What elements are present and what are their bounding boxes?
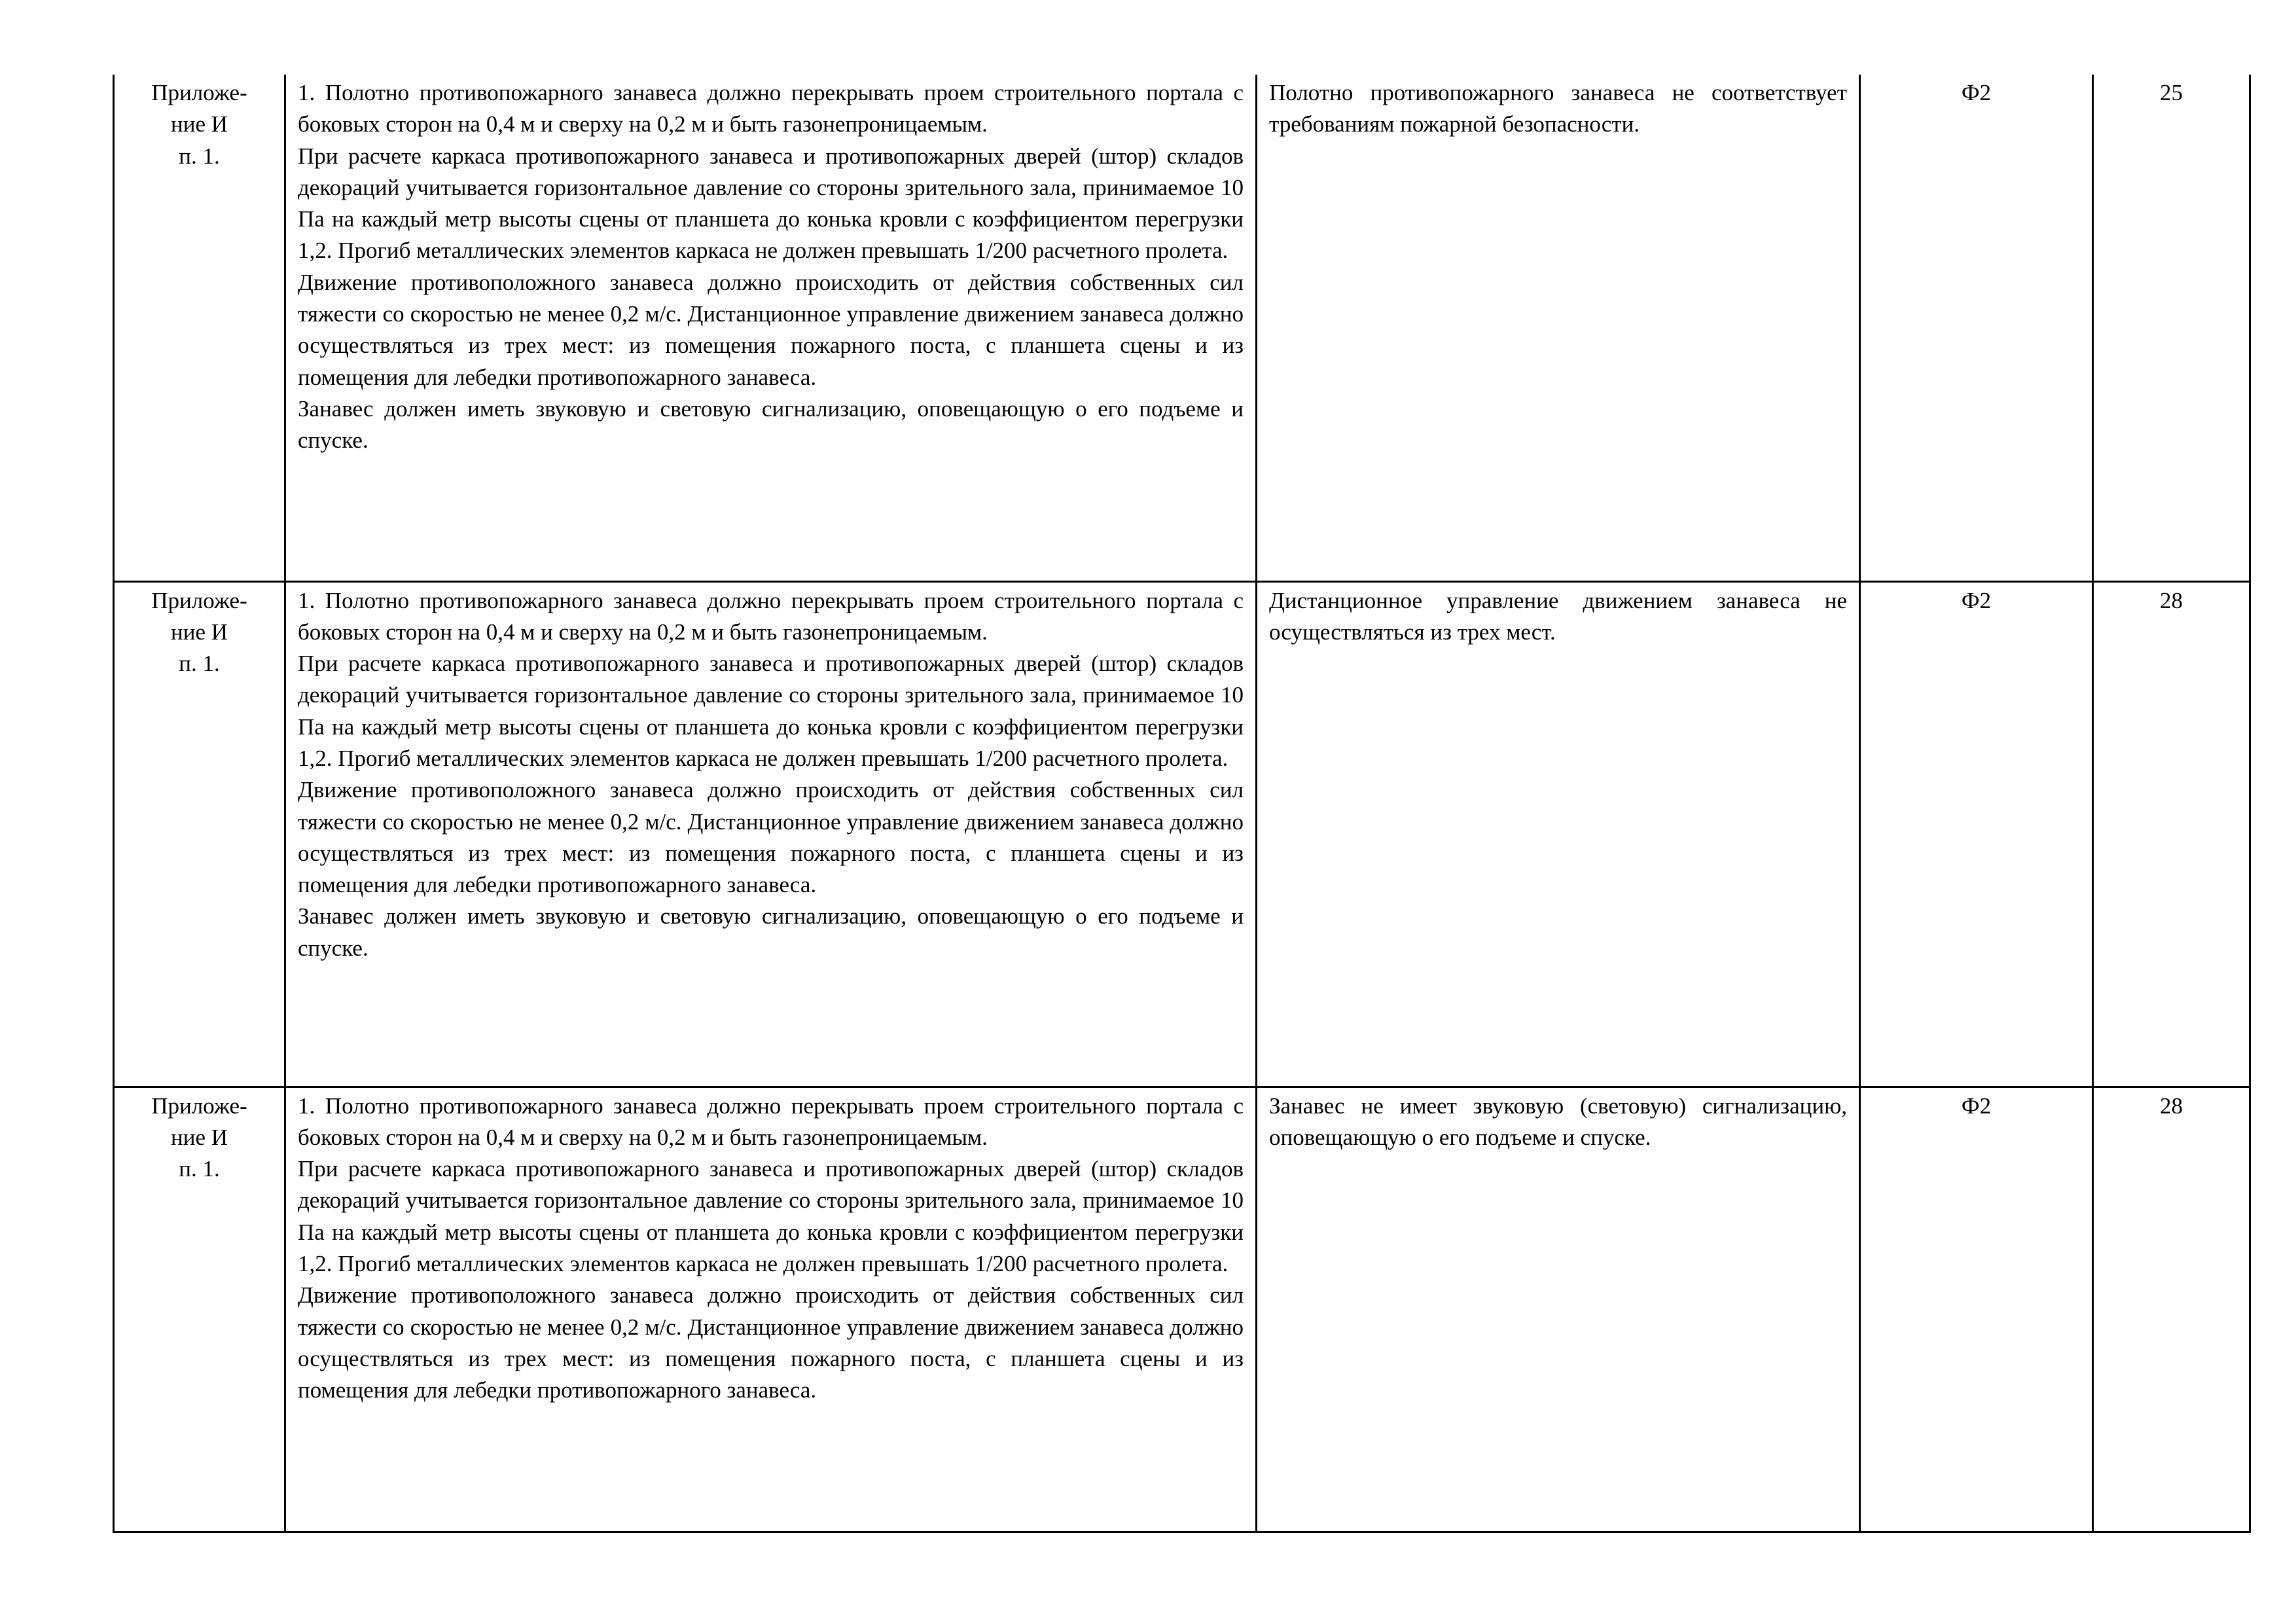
table-row xyxy=(114,581,2250,1087)
requirement-paragraph: При расчете каркаса противопожарного занавеса и противопожарных дверей (штор) складов декораций учитывается горизонтальное давление со стороны зрительного зала, принимаемое 10 Па на каждый метр высоты сцены от планшета до конька кровли с коэффициентом перегрузки 1,2. Прогиб металлических элементов каркаса не должен превышать 1/200 расчетного пролета. xyxy=(298,1156,1244,1276)
class-cell: Ф2 xyxy=(1860,1087,2093,1532)
requirement-paragraph: Занавес должен иметь звуковую и световую сигнализацию, оповещающую о его подъеме и спуске. xyxy=(298,395,1244,454)
requirement-cell xyxy=(285,581,1257,1087)
page-number-cell: 25 xyxy=(2093,75,2250,581)
page-number-cell: 28 xyxy=(2093,581,2250,1087)
requirement-paragraph: Движение противоположного занавеса должно происходить от действия собственных сил тяжести со скоростью не менее 0,2 м/с. Дистанционное управление движением занавеса должно осуществляться из трех мест: из помещения пожарного поста, с планшета сцены и из помещения для лебедки противопожарного занавеса. xyxy=(298,777,1244,898)
reference-line: п. 1. xyxy=(179,1156,220,1182)
requirement-cell xyxy=(285,1087,1257,1532)
reference-cell xyxy=(114,1087,285,1532)
violation-cell: Дистанционное управление движением занавеса не осуществляться из трех мест. xyxy=(1257,581,1860,1087)
reference-line: п. 1. xyxy=(179,143,220,169)
requirement-paragraph: Движение противоположного занавеса должно происходить от действия собственных сил тяжести со скоростью не менее 0,2 м/с. Дистанционное управление движением занавеса должно осуществляться из трех мест: из помещения пожарного поста, с планшета сцены и из помещения для лебедки противопожарного занавеса. xyxy=(298,1282,1244,1403)
reference-cell xyxy=(114,75,285,581)
reference-line: ние И xyxy=(170,111,228,137)
page-number-cell: 28 xyxy=(2093,1087,2250,1532)
requirement-paragraph: 1. Полотно противопожарного занавеса должно перекрывать проем строительного портала с боковых сторон на 0,4 м и сверху на 0,2 м и быть газонепроницаемым. xyxy=(298,80,1244,137)
table-row xyxy=(114,75,2250,581)
requirement-cell xyxy=(285,75,1257,581)
requirement-paragraph: При расчете каркаса противопожарного занавеса и противопожарных дверей (штор) складов декораций учитывается горизонтальное давление со стороны зрительного зала, принимаемое 10 Па на каждый метр высоты сцены от планшета до конька кровли с коэффициентом перегрузки 1,2. Прогиб металлических элементов каркаса не должен превышать 1/200 расчетного пролета. xyxy=(298,651,1244,771)
reference-line: ние И xyxy=(170,619,228,645)
reference-line: Приложе- xyxy=(151,80,247,105)
reference-cell xyxy=(114,581,285,1087)
reference-line: Приложе- xyxy=(151,587,247,613)
requirement-paragraph: Движение противоположного занавеса должно происходить от действия собственных сил тяжести со скоростью не менее 0,2 м/с. Дистанционное управление движением занавеса должно осуществляться из трех мест: из помещения пожарного поста, с планшета сцены и из помещения для лебедки противопожарного занавеса. xyxy=(298,269,1244,390)
requirement-paragraph: При расчете каркаса противопожарного занавеса и противопожарных дверей (штор) складов декораций учитывается горизонтальное давление со стороны зрительного зала, принимаемое 10 Па на каждый метр высоты сцены от планшета до конька кровли с коэффициентом перегрузки 1,2. Прогиб металлических элементов каркаса не должен превышать 1/200 расчетного пролета. xyxy=(298,143,1244,264)
class-cell: Ф2 xyxy=(1860,581,2093,1087)
reference-line: Приложе- xyxy=(151,1092,247,1119)
violations-table xyxy=(113,75,2251,1533)
reference-line: ние И xyxy=(170,1124,228,1150)
class-cell: Ф2 xyxy=(1860,75,2093,581)
requirement-paragraph: 1. Полотно противопожарного занавеса должно перекрывать проем строительного портала с боковых сторон на 0,4 м и сверху на 0,2 м и быть газонепроницаемым. xyxy=(298,587,1244,645)
requirement-paragraph: 1. Полотно противопожарного занавеса должно перекрывать проем строительного портала с боковых сторон на 0,4 м и сверху на 0,2 м и быть газонепроницаемым. xyxy=(298,1092,1244,1150)
violation-cell: Полотно противопожарного занавеса не соответствует требованиям пожарной безопасности. xyxy=(1257,75,1860,581)
requirement-paragraph: Занавес должен иметь звуковую и световую сигнализацию, оповещающую о его подъеме и спуске. xyxy=(298,903,1244,961)
table-row xyxy=(114,1087,2250,1532)
violation-cell: Занавес не имеет звуковую (световую) сигнализацию, оповещающую о его подъеме и спуске. xyxy=(1257,1087,1860,1532)
reference-line: п. 1. xyxy=(179,651,220,677)
